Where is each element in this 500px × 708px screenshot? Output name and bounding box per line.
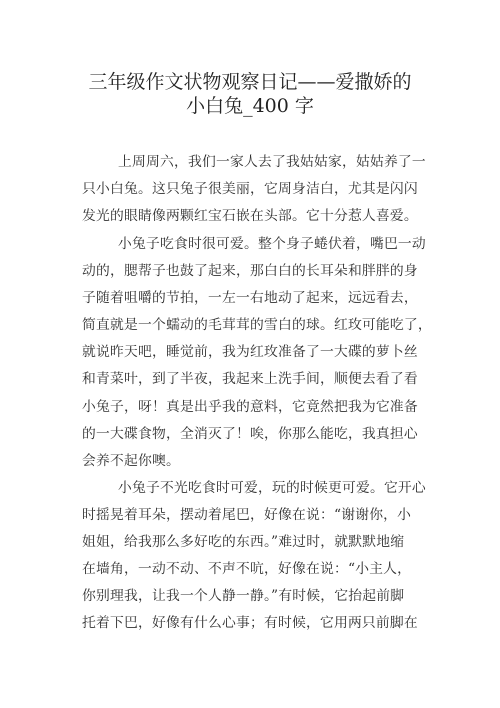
text-line: 就说昨天吧，睡觉前，我为红玫准备了一大碟的萝卜丝 — [82, 344, 418, 360]
text-line: 发光的眼睛像两颗红宝石嵌在头部。它十分惹人喜爱。 — [82, 208, 418, 224]
text-line: 小兔子，呀！真是出乎我的意料，它竟然把我为它准备 — [82, 399, 418, 415]
text-line: 会养不起你噢。 — [82, 453, 180, 469]
text-line: 上周周六，我们一家人去了我姑姑家，姑姑养了一 — [118, 154, 426, 170]
text-line: 动的，腮帮子也鼓了起来，那白白的长耳朵和胖胖的身 — [82, 263, 418, 279]
text-line: 小兔子吃食时很可爱。整个身子蜷伏着，嘴巴一动 — [118, 236, 426, 252]
text-line: 子随着咀嚼的节拍，一左一右地动了起来，远远看去， — [82, 290, 418, 306]
text-line: 的一大碟食物，全消灭了！唉，你那么能吃，我真担心 — [82, 426, 418, 442]
text-line: 和青菜叶，到了半夜，我起来上洗手间，顺便去看了看 — [82, 371, 418, 387]
title-line-1: 三年级作文状物观察日记——爱撒娇的 — [88, 71, 412, 93]
text-line: 只小白兔。这只兔子很美丽，它周身洁白，尤其是闪闪 — [82, 181, 418, 197]
text-line: 小兔子不光吃食时可爱，玩的时候更可爱。它开心 — [118, 480, 426, 496]
text-line: 姐姐，给我那么多好吃的东西。”难过时，就默默地缩 — [82, 534, 405, 550]
text-line: 托着下巴，好像有什么心事；有时候，它用两只前脚在 — [82, 615, 418, 631]
text-line: 在墙角，一动不动、不声不吭，好像在说：“小主人， — [82, 561, 412, 577]
text-line: 你别理我，让我一个人静一静。”有时候，它抬起前脚 — [82, 588, 405, 604]
text-line: 简直就是一个蠕动的毛茸茸的雪白的球。红玫可能吃了， — [82, 317, 432, 333]
text-line: 时摇晃着耳朵，摆动着尾巴，好像在说：“谢谢你，小 — [82, 507, 412, 523]
document-title — [0, 70, 500, 118]
title-line-2: 小白兔_400 字 — [186, 95, 314, 117]
